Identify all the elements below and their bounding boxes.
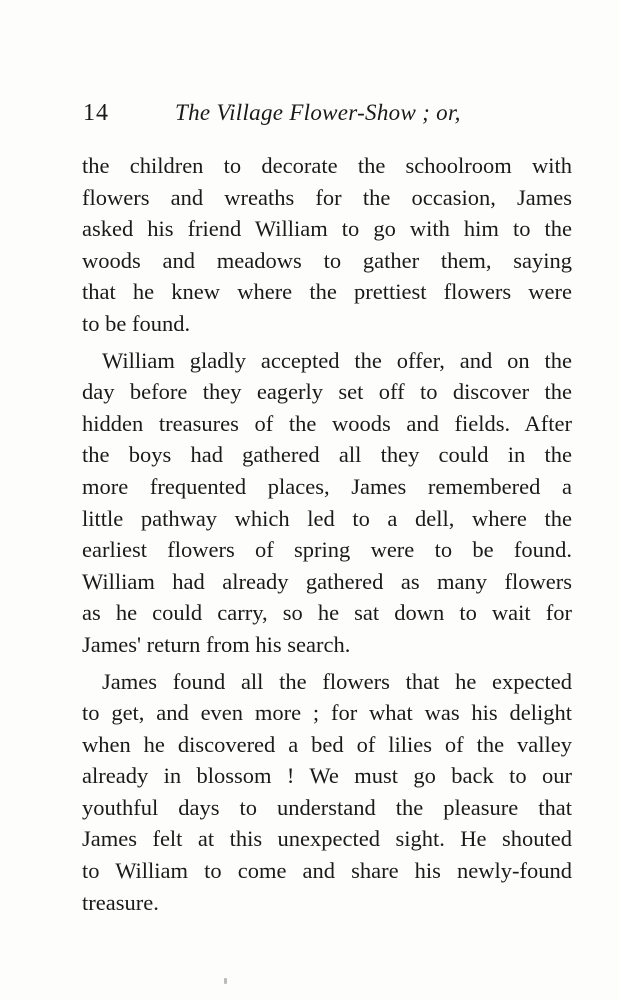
page-header [80,100,540,140]
text-line: when he discovered a bed of lilies of the valley [82,731,572,757]
text-line: William had already gathered as many flowers [82,568,572,594]
text-line: James found all the flowers that he expected [102,668,572,694]
paragraph [82,666,572,919]
text-line: earliest flowers of spring were to be found. [82,537,572,563]
text-line: the boys had gathered all they could in the [82,442,572,468]
text-line: woods and meadows to gather them, saying [82,247,572,273]
text-line: the children to decorate the schoolroom with [82,153,572,178]
text-line: little pathway which led to a dell, where the [82,505,572,531]
text-line: already in blossom ! We must go back to our [82,763,572,789]
text-line: to get, and even more ; for what was his delight [82,700,572,726]
running-title: The Village Flower-Show ; or, [175,100,461,125]
text-line: to William to come and share his newly-found [82,858,572,884]
body-text [82,150,572,918]
text-line: treasure. [82,889,159,915]
text-line: that he knew where the prettiest flowers were [82,279,572,305]
text-line: day before they eagerly set off to discover the [82,379,572,405]
text-line: James' return from his search. [82,631,351,657]
text-line: hidden treasures of the woods and fields. After [82,410,572,436]
text-line: James felt at this unexpected sight. He shouted [82,826,572,852]
text-line: William gladly accepted the offer, and on the [102,347,572,373]
text-line: more frequented places, James remembered a [82,473,572,499]
paragraph [82,150,572,340]
paper-speck [224,978,227,984]
paragraph [82,345,572,661]
page-number: 14 [83,100,109,126]
text-line: asked his friend William to go with him to the [82,216,572,242]
text-line: to be found. [82,310,191,336]
text-line: as he could carry, so he sat down to wait for [82,600,572,626]
text-line: flowers and wreaths for the occasion, James [82,184,572,210]
text-line: youthful days to understand the pleasure that [82,794,572,820]
